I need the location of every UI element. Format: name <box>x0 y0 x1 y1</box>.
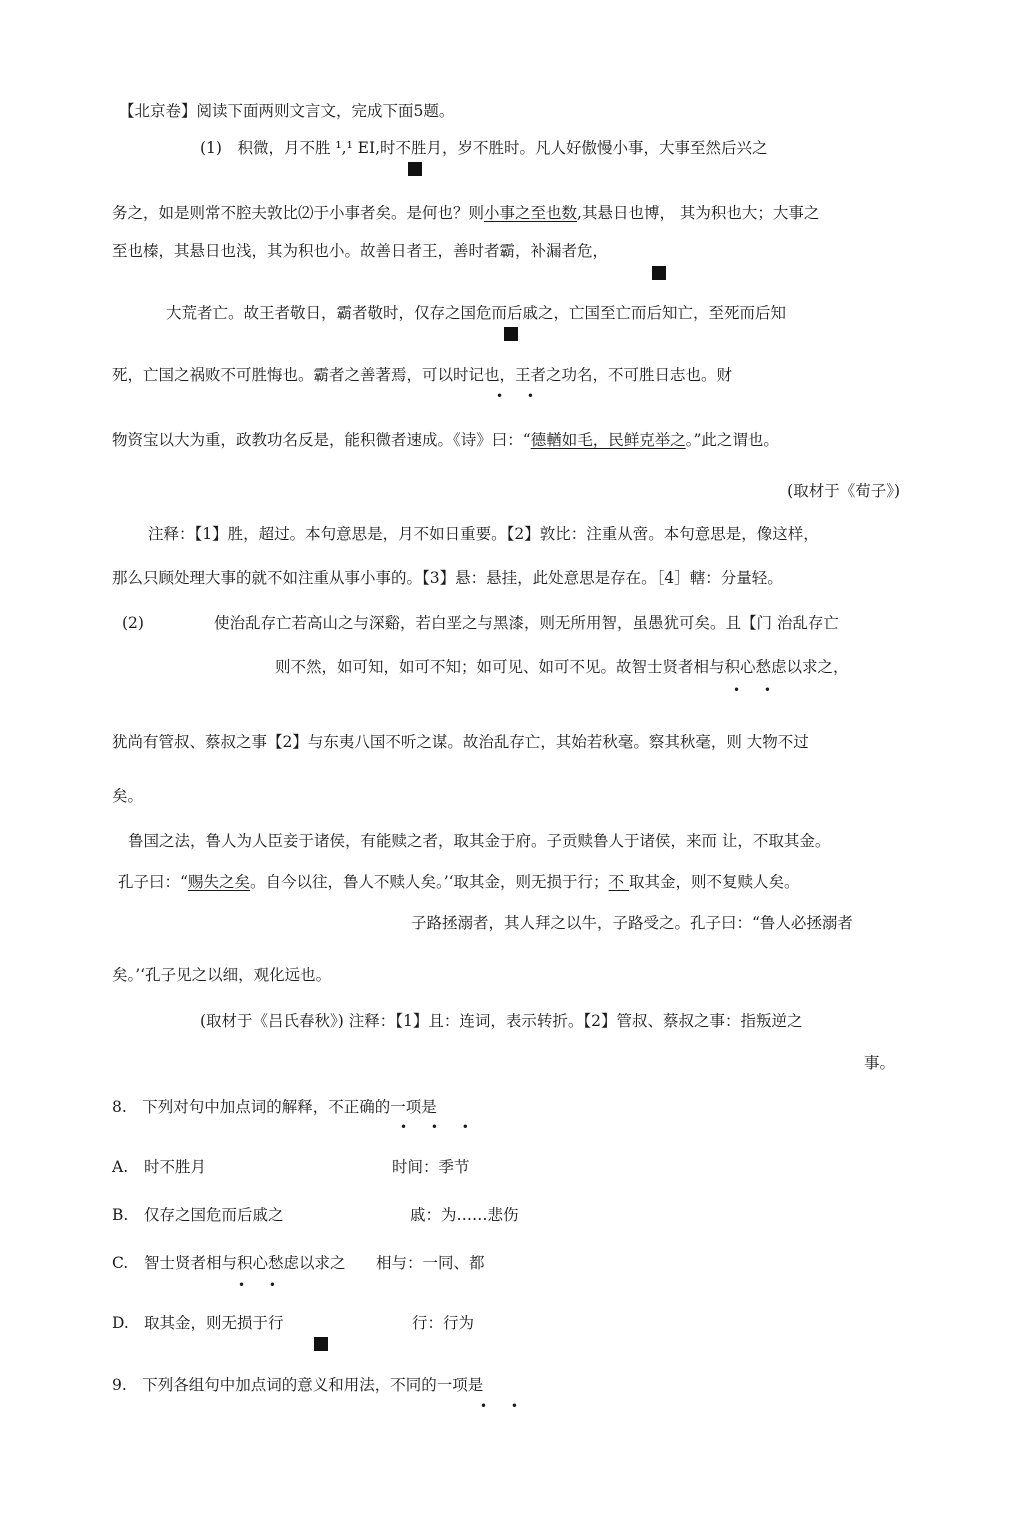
square-mark <box>314 1337 328 1351</box>
passage2-line1: 使治乱存亡若高山之与深谿，若白垩之与黑漆，则无所用智，虽愚犹可矣。且【门 治乱存亡 <box>214 614 839 632</box>
passage2-line6: 孔子曰：“赐失之矣。自今以往，鲁人不赎人矣。’‘取其金，则无损于行；不 取其金，则不复赎人矣。 <box>118 873 800 891</box>
option-text: 取其金，则无损于行 <box>144 1314 284 1332</box>
passage1-line3: 至也榛，其悬日也浅，其为积也小。故善日者王，善时者霸，补漏者危， <box>112 242 609 260</box>
header-instruction: 【北京卷】阅读下面两则文言文，完成下面5题。 <box>119 102 455 120</box>
underlined-phrase: 不 <box>608 873 629 891</box>
passage1-line4: 大荒者亡。故王者敬日，霸者敬时，仅存之国危而后戚之，亡国至亡而后知亡，至死而后知 <box>166 304 787 322</box>
emphasis-dots: • • <box>480 1399 528 1413</box>
passage2-line5: 鲁国之法，鲁人为人臣妾于诸侯，有能赎之者，取其金于府。子贡赎鲁人于诸侯，来而 让，不取其金。 <box>128 832 831 850</box>
passage2-line2: 则不然，如可知，如可不知；如可见、如可不见。故智士贤者相与积心愁虑以求之， <box>275 658 849 676</box>
option-gloss: 行：行为 <box>412 1314 475 1332</box>
emphasis-dots: • • <box>496 389 544 403</box>
underlined-phrase: 德輶如毛，民鲜克举之 <box>530 431 686 449</box>
question-9-stem: 9. 下列各组句中加点词的意义和用法，不同的一项是 <box>112 1376 484 1394</box>
option-gloss: 相与：一同、都 <box>376 1254 485 1272</box>
option-gloss: 戚：为……悲伤 <box>410 1206 519 1224</box>
option-text: 仅存之国危而后戚之 <box>144 1206 284 1224</box>
option-label: B. <box>112 1206 129 1224</box>
passage1-line2: 务之，如是则常不腔夫敦比⑵于小事者矣。是何也？则小事之至也数,其悬日也博， 其为积也大；大事之 <box>112 204 820 222</box>
option-label: D. <box>112 1314 129 1332</box>
passage2-number: (2) <box>122 614 144 632</box>
option-label: A. <box>112 1158 129 1176</box>
underlined-phrase: 赐失之矣 <box>187 873 250 891</box>
passage2-line7: 子路拯溺者，其人拜之以牛，子路受之。孔子曰：“鲁人必拯溺者 <box>411 914 853 932</box>
emphasis-dots: • • • <box>400 1120 479 1134</box>
option-text: 时不胜月 <box>144 1158 207 1176</box>
passage2-source-notes: (取材于《吕氏春秋》) 注释：【1】且：连词，表示转折。【2】管叔、蔡叔之事：指叛逆之 <box>200 1012 803 1030</box>
option-label: C. <box>112 1254 129 1272</box>
passage1-line1: (1) 积微，月不胜 ¹,¹ EI,时不胜月，岁不胜时。凡人好傲慢小事，大事至然后兴之 <box>200 139 768 157</box>
option-gloss: 时间：季节 <box>392 1158 470 1176</box>
passage2-notes-end: 事。 <box>864 1054 896 1072</box>
passage1-source: (取材于《荀子》) <box>787 482 900 500</box>
passage1-note-line2: 那么只顾处理大事的就不如注重从事小事的。【3】悬：悬挂，此处意思是存在。［4］轄：分量轻。 <box>112 569 783 587</box>
emphasis-dots: • • <box>733 683 781 697</box>
option-text: 智士贤者相与积心愁虑以求之 <box>144 1254 346 1272</box>
passage2-line3: 犹尚有管叔、蔡叔之事【2】与东夷八国不听之谋。故治乱存亡，其始若秋毫。察其秋毫，则 大物不过 <box>112 733 809 751</box>
passage1-note-line1: 注释：【1】胜，超过。本句意思是，月不如日重要。【2】敦比：注重从啻。本句意思是，像这样， <box>148 525 819 543</box>
square-mark <box>652 266 666 280</box>
passage1-line6: 物资宝以大为重，政教功名反是，能积微者速成。《诗》曰：“德輶如毛，民鲜克举之。”此之谓也。 <box>112 431 779 449</box>
question-8-stem: 8. 下列对句中加点词的解释，不正确的一项是 <box>112 1098 437 1116</box>
passage2-line4: 矣。 <box>112 787 144 805</box>
passage2-line8: 矣。’‘孔子见之以细，观化远也。 <box>112 966 332 984</box>
square-mark <box>408 162 422 176</box>
emphasis-dots: • • <box>238 1278 286 1292</box>
underlined-phrase: 小事之至也数 <box>484 204 578 222</box>
passage1-line5: 死，亡国之祸败不可胜悔也。霸者之善著焉，可以时记也，王者之功名，不可胜日志也。财 <box>112 366 733 384</box>
square-mark <box>504 327 518 341</box>
